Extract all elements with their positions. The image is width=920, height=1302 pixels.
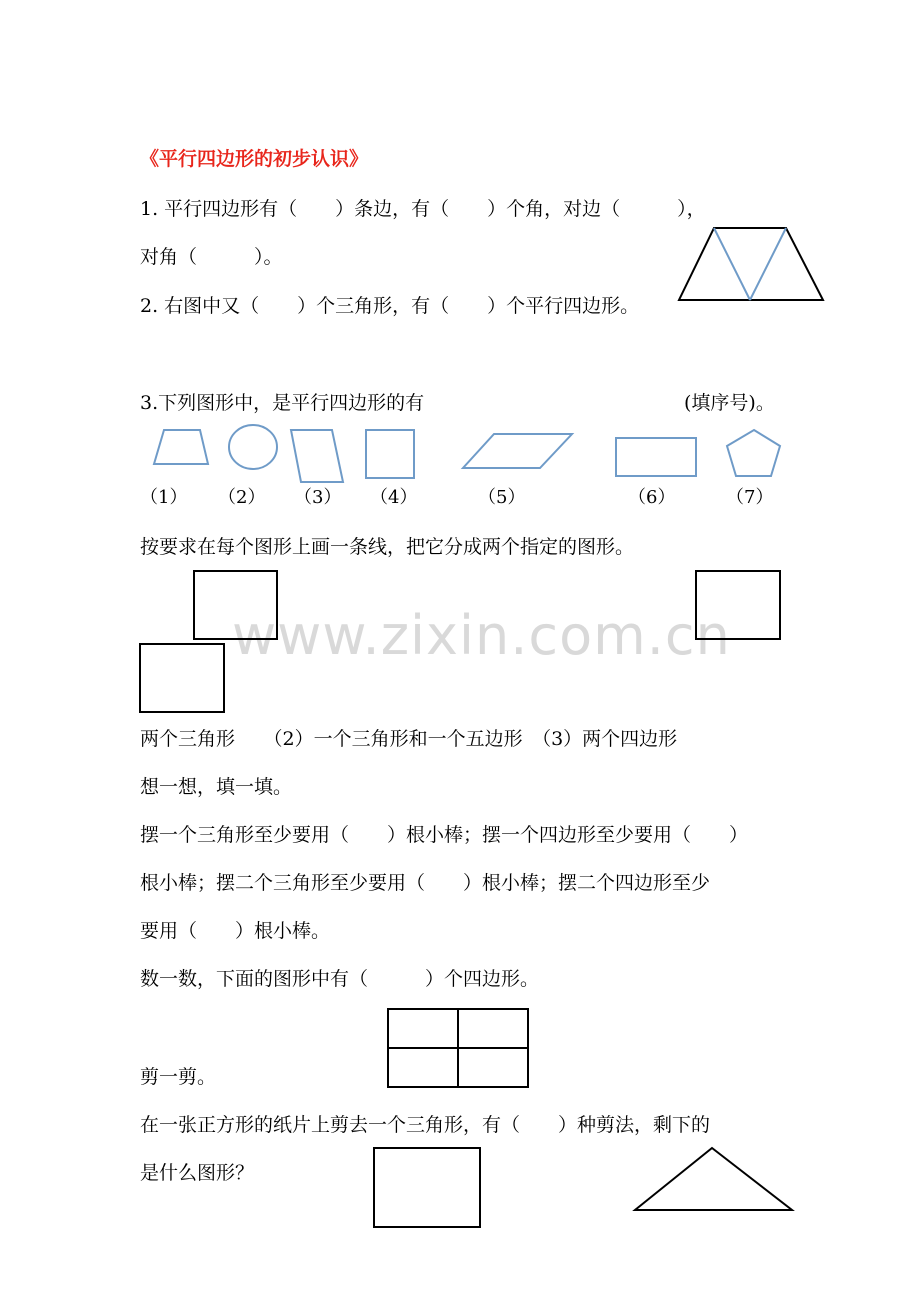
shape-4-square: [362, 427, 418, 481]
draw-rectangle-2: [193, 570, 278, 640]
shape-5-parallelogram: [460, 430, 576, 472]
draw-rectangle-1: [139, 643, 225, 713]
draw-rectangle-3: [695, 570, 781, 640]
grid-rectangle-figure: [386, 1007, 530, 1089]
square-paper-figure: [373, 1147, 481, 1228]
shape-3-quadrilateral: [288, 426, 348, 486]
trapezoid-triangles-figure: [676, 224, 826, 304]
question-5-line-2: 根小棒；摆二个三角形至少要用（ ）根小棒；摆二个四边形至少: [140, 872, 711, 894]
triangle-figure: [632, 1145, 796, 1215]
shape-label-7: （7）: [726, 487, 774, 508]
question-4-prompt: 按要求在每个图形上画一条线，把它分成两个指定的图形。: [140, 536, 635, 558]
shape-label-5: （5）: [478, 487, 526, 508]
question-5-line-3: 要用（ ）根小棒。: [140, 920, 331, 942]
shape-label-2: （2）: [218, 487, 266, 508]
shape-6-rectangle: [612, 434, 700, 480]
question-2: 2. 右图中又（ ）个三角形，有（ ）个平行四边形。: [140, 295, 640, 317]
page-title: 《平行四边形的初步认识》: [140, 148, 369, 170]
shape-7-pentagon: [722, 426, 786, 480]
question-6-prompt: 数一数，下面的图形中有（ ）个四边形。: [140, 968, 540, 990]
question-7-line-1: 在一张正方形的纸片上剪去一个三角形，有（ ）种剪法，剩下的: [140, 1114, 711, 1136]
question-1-line-1: 1. 平行四边形有（ ）条边，有（ ）个角，对边（ ），: [140, 198, 706, 220]
question-3-suffix: (填序号)。: [684, 392, 775, 414]
shape-2-circle: [226, 422, 282, 474]
question-7-line-2: 是什么图形？: [140, 1162, 255, 1184]
shape-label-6: （6）: [628, 487, 676, 508]
shape-1-trapezoid: [150, 426, 214, 468]
question-7-heading: 剪一剪。: [140, 1066, 217, 1088]
question-4-options: 两个三角形 （2）一个三角形和一个五边形 （3）两个四边形: [140, 728, 678, 750]
question-3-prompt: 3.下列图形中，是平行四边形的有: [140, 392, 425, 414]
question-5-heading: 想一想，填一填。: [140, 776, 293, 798]
question-5-line-1: 摆一个三角形至少要用（ ）根小棒；摆一个四边形至少要用（ ）: [140, 824, 749, 846]
watermark: www.zixin.com.cn: [232, 604, 731, 667]
question-1-line-2: 对角（ ）。: [140, 246, 283, 268]
shape-label-1: （1）: [140, 487, 188, 508]
shape-label-4: （4）: [370, 487, 418, 508]
shape-label-3: （3）: [294, 487, 342, 508]
